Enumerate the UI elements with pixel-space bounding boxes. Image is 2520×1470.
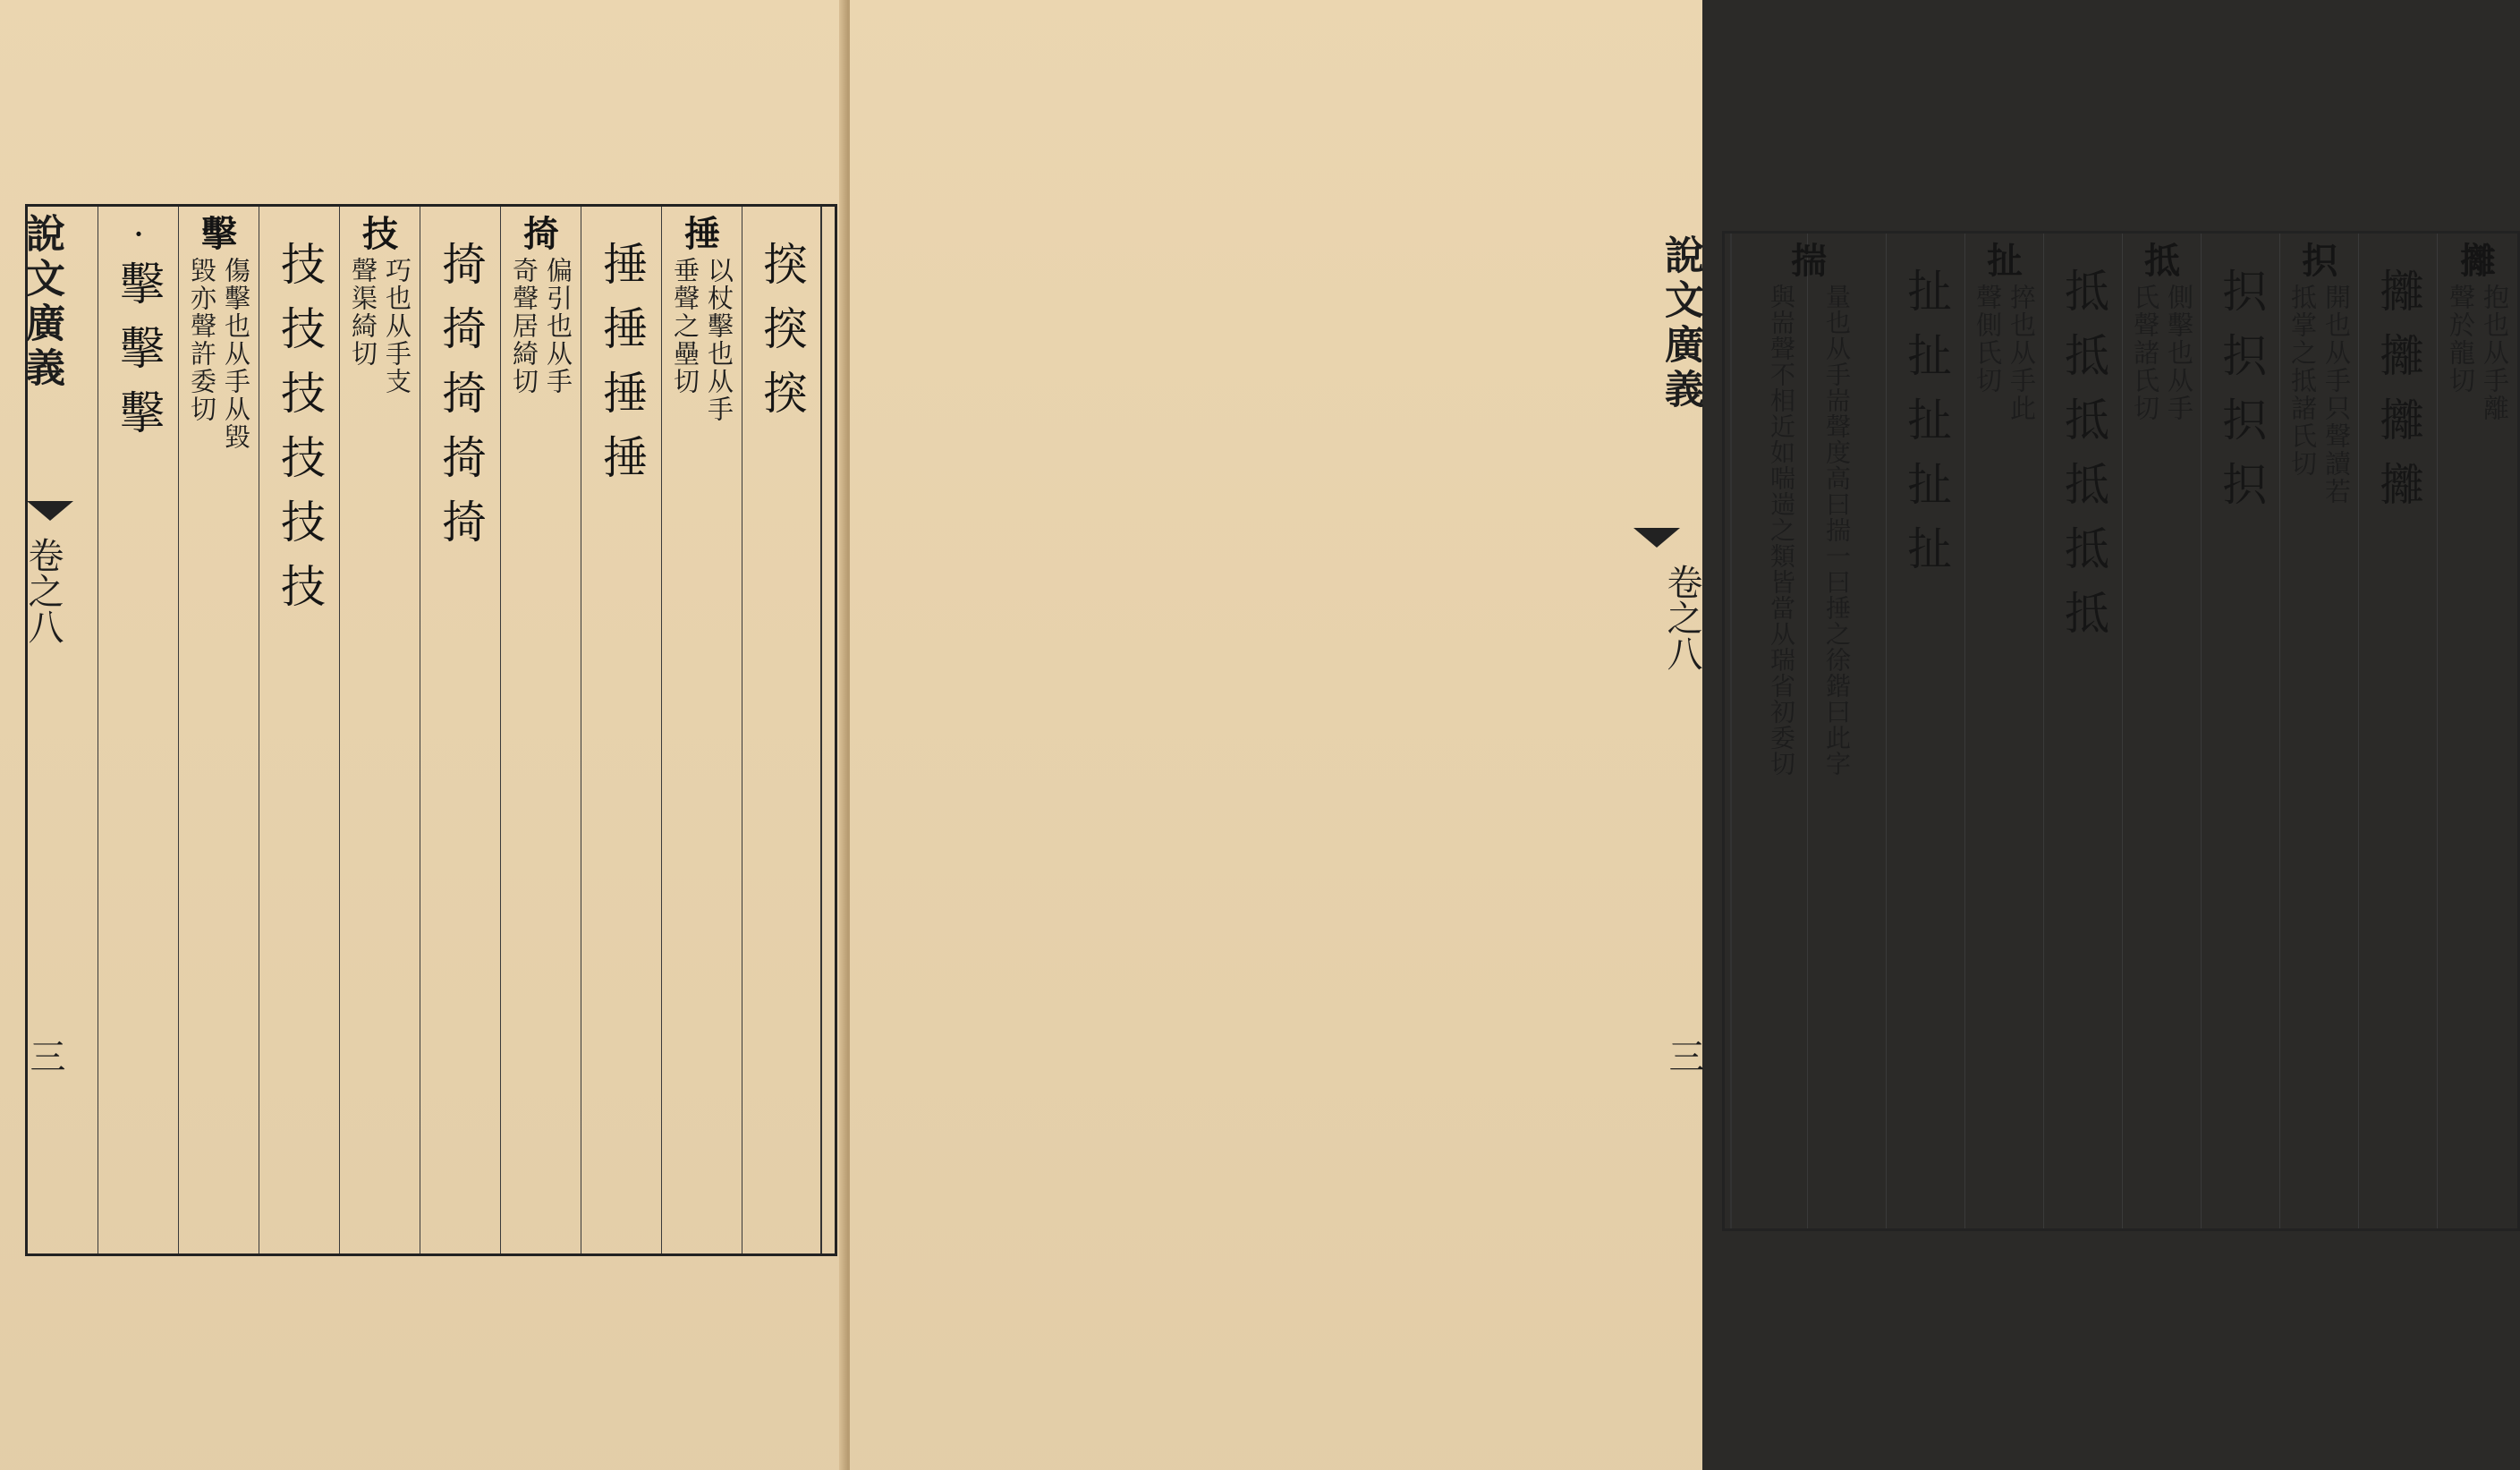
- seal-forms: 捶捶捶捶: [596, 241, 648, 498]
- column-entry: [260, 214, 339, 627]
- column-entry: [1888, 241, 1964, 590]
- entry-gloss: 以杖擊也从手 垂聲之壘切: [670, 257, 734, 423]
- entry-head: 抧: [2302, 240, 2338, 282]
- left-text-frame: [25, 204, 837, 1256]
- entry-gloss: 量也从手耑聲度高曰揣一曰捶之徐鍇曰此字 與耑聲不相近如喘遄之類皆當从瑞省初委切: [1767, 284, 1852, 777]
- column-entry: [502, 214, 581, 395]
- left-margin-folio: 三: [24, 1038, 65, 1074]
- entry-dot-marker: ·: [134, 219, 143, 249]
- entry-head: 技: [362, 213, 398, 255]
- right-margin-folio: 三: [1663, 1038, 1704, 1074]
- seal-forms: 掎掎掎掎掎: [435, 241, 487, 563]
- entry-gloss: 側擊也从手 氏聲諸氏切: [2130, 284, 2194, 422]
- entry-gloss: 捽也从手此 聲側氏切: [1973, 284, 2037, 422]
- column-entry: [663, 214, 742, 423]
- seal-forms: 技技技技技技: [274, 241, 326, 627]
- entry-head: 抵: [2144, 240, 2180, 282]
- entry-gloss: 巧也从手支 聲渠綺切: [348, 257, 412, 395]
- entry-head: 攡: [2460, 240, 2496, 282]
- column-entry: [2281, 241, 2358, 506]
- column-entry: [341, 214, 420, 395]
- column-entry: [2124, 241, 2201, 422]
- column-entry: [582, 214, 661, 498]
- column-entry: [421, 214, 500, 563]
- seal-forms: 抵抵抵抵抵抵: [2058, 268, 2109, 654]
- entry-head: 揣: [1791, 240, 1827, 282]
- seal-forms: 攡攡攡攡: [2372, 268, 2424, 525]
- column-entry: [1966, 241, 2043, 422]
- right-page: [850, 0, 2510, 1470]
- column-entry: [2202, 241, 2279, 525]
- left-margin-title: 說文廣義: [19, 213, 64, 392]
- entry-head: 扯: [1987, 240, 2023, 282]
- frame-inner-line: [820, 207, 822, 1253]
- entry-gloss: 開也从手只聲讀若 抵掌之抵諸氏切: [2287, 284, 2352, 506]
- seal-forms: 擊擊擊: [113, 260, 165, 454]
- column-entry: [99, 214, 178, 454]
- column-entry: [2045, 241, 2122, 654]
- entry-head: 捶: [684, 213, 720, 255]
- seal-forms: 扯扯扯扯扯: [1900, 268, 1952, 590]
- entry-head: 擊: [201, 213, 237, 255]
- left-page: [0, 0, 847, 1470]
- left-margin-volume: 卷之八: [22, 537, 64, 644]
- right-margin-title: 說文廣義: [1658, 234, 1703, 413]
- column-entry: [1732, 241, 1886, 777]
- seal-forms: 抧抧抧抧: [2215, 268, 2267, 525]
- fishtail-mark: [1633, 528, 1680, 548]
- entry-gloss: 抱也从手離 聲於龍切: [2446, 284, 2510, 422]
- seal-forms: 揬揬揬: [756, 241, 808, 434]
- right-margin-volume: 卷之八: [1661, 564, 1702, 671]
- column-entry: [2360, 241, 2437, 525]
- right-text-frame: [1722, 231, 2520, 1231]
- entry-gloss: 傷擊也从手从毀 毀亦聲許委切: [187, 257, 251, 451]
- column-entry: [2439, 241, 2517, 422]
- entry-gloss: 偏引也从手 奇聲居綺切: [509, 257, 573, 395]
- column-entry: [743, 214, 820, 434]
- entry-head: 掎: [523, 213, 559, 255]
- column-entry: [180, 214, 259, 451]
